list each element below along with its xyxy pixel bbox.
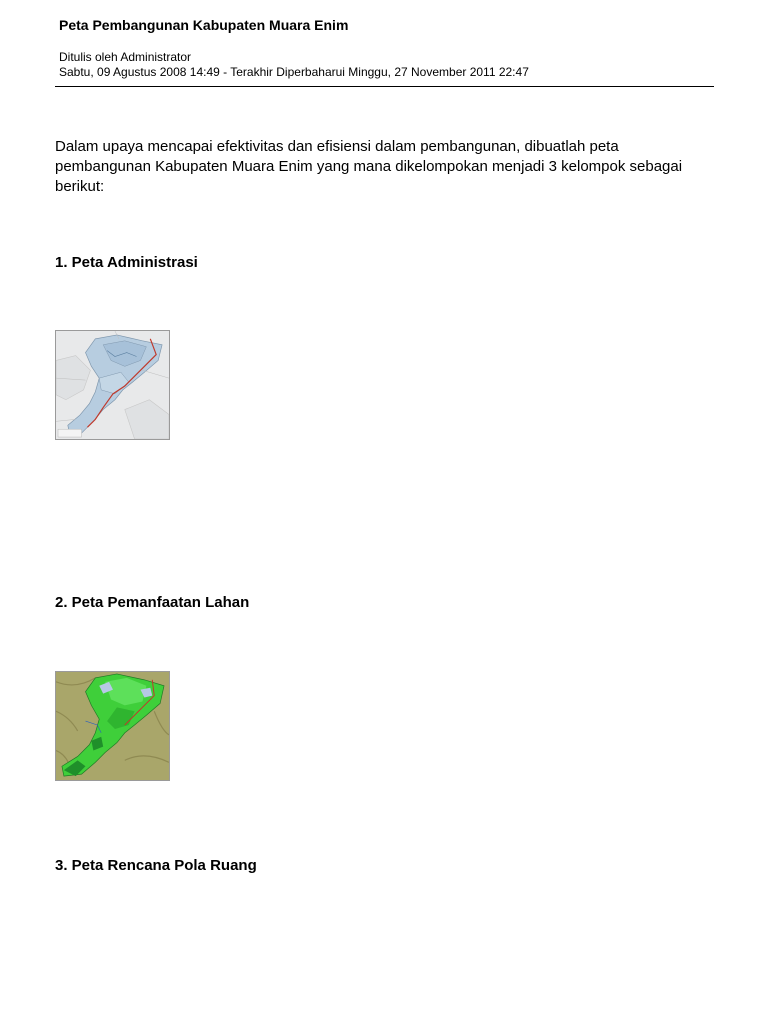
- section-heading-administrasi: 1. Peta Administrasi: [55, 254, 198, 271]
- section-heading-rencana-pola-ruang: 3. Peta Rencana Pola Ruang: [55, 857, 257, 874]
- administrative-map-graphic: [56, 331, 169, 439]
- land-use-map-graphic: [56, 672, 169, 780]
- intro-paragraph: Dalam upaya mencapai efektivitas dan efisiensi dalam pembangunan, dibuatlah peta pembangunan Kabupaten Muara Enim yang mana dikelompokan menjadi 3 kelompok sebagai berikut:: [55, 138, 683, 195]
- section-heading-pemanfaatan-lahan: 2. Peta Pemanfaatan Lahan: [55, 594, 250, 611]
- page-title: Peta Pembangunan Kabupaten Muara Enim: [59, 17, 349, 33]
- date-line: Sabtu, 09 Agustus 2008 14:49 - Terakhir Diperbaharui Minggu, 27 November 2011 22:47: [59, 65, 529, 79]
- administrative-map-image: [55, 330, 170, 440]
- article-meta: [59, 50, 529, 80]
- header-divider: [55, 86, 714, 87]
- land-use-map-image: [55, 671, 170, 781]
- author-line: Ditulis oleh Administrator: [59, 50, 192, 64]
